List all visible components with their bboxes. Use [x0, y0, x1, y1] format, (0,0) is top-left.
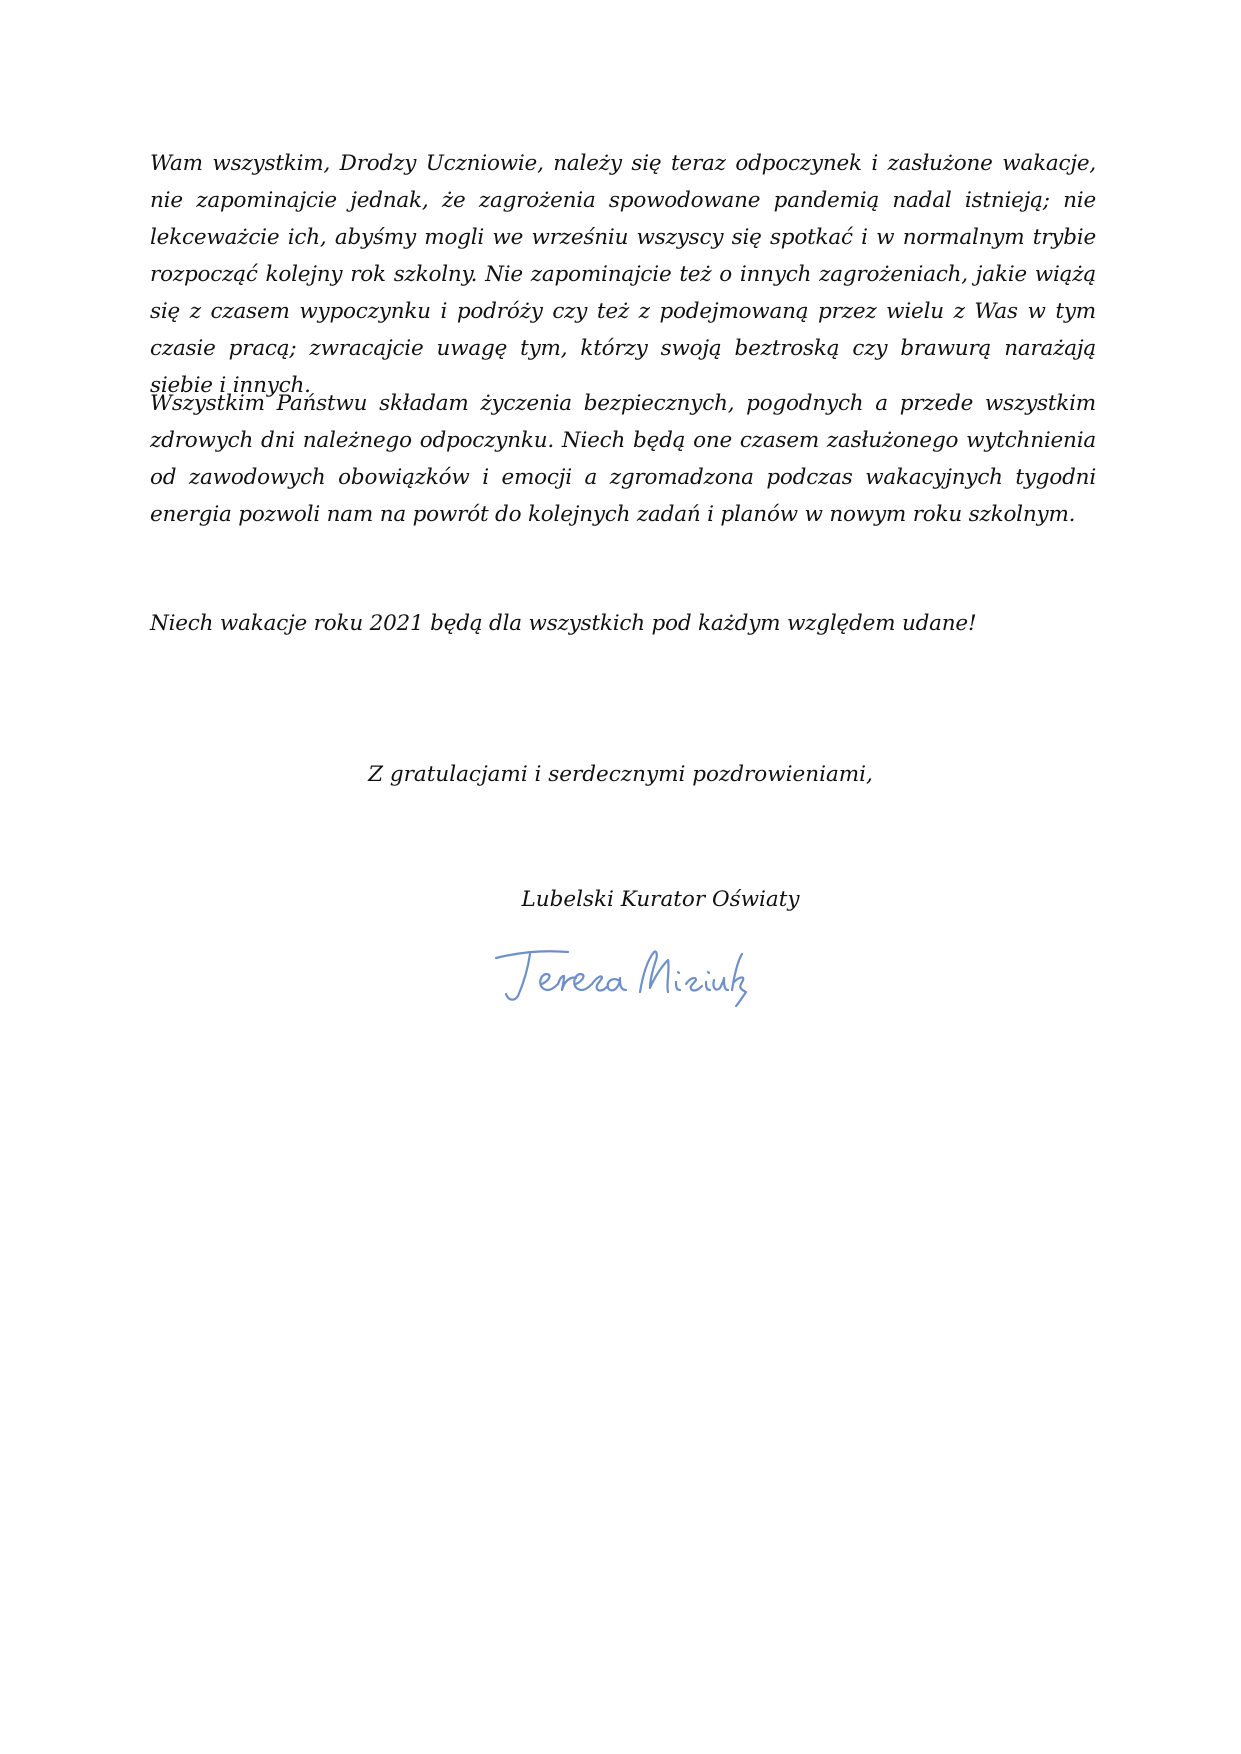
signatory-title: Lubelski Kurator Oświaty — [521, 887, 800, 912]
letter-paragraph-3: Niech wakacje roku 2021 będą dla wszystkich pod każdym względem udane! — [150, 611, 977, 636]
letter-paragraph-2: Wszystkim Państwu składam życzenia bezpiecznych, pogodnych a przede wszystkim zdrowych dni należnego odpoczynku. Niech będą one czasem zasłużonego wytchnienia od zawodowych obowiązków i emocji a zgromadzona podczas wakacyjnych tygodni energia pozwoli nam na powrót do kolejnych zadań i planów w nowym roku szkolnym. — [150, 391, 1096, 527]
letter-paragraph-1: Wam wszystkim, Drodzy Uczniowie, należy się teraz odpoczynek i zasłużone wakacje, nie zapominajcie jednak, że zagrożenia spowodowane pandemią nadal istnieją; nie lekceważcie ich, abyśmy mogli we wrześniu wszyscy się spotkać i w normalnym trybie rozpocząć kolejny rok szkolny. Nie zapominajcie też o innych zagrożeniach, jakie wiążą się z czasem wypoczynku i podróży czy też z podejmowaną przez wielu z Was w tym czasie pracą; zwracajcie uwagę tym, którzy swoją beztroską czy brawurą narażają siebie i innych. — [150, 151, 1096, 398]
handwritten-signature — [490, 940, 750, 1010]
letter-closing: Z gratulacjami i serdecznymi pozdrowieniami, — [368, 762, 873, 787]
